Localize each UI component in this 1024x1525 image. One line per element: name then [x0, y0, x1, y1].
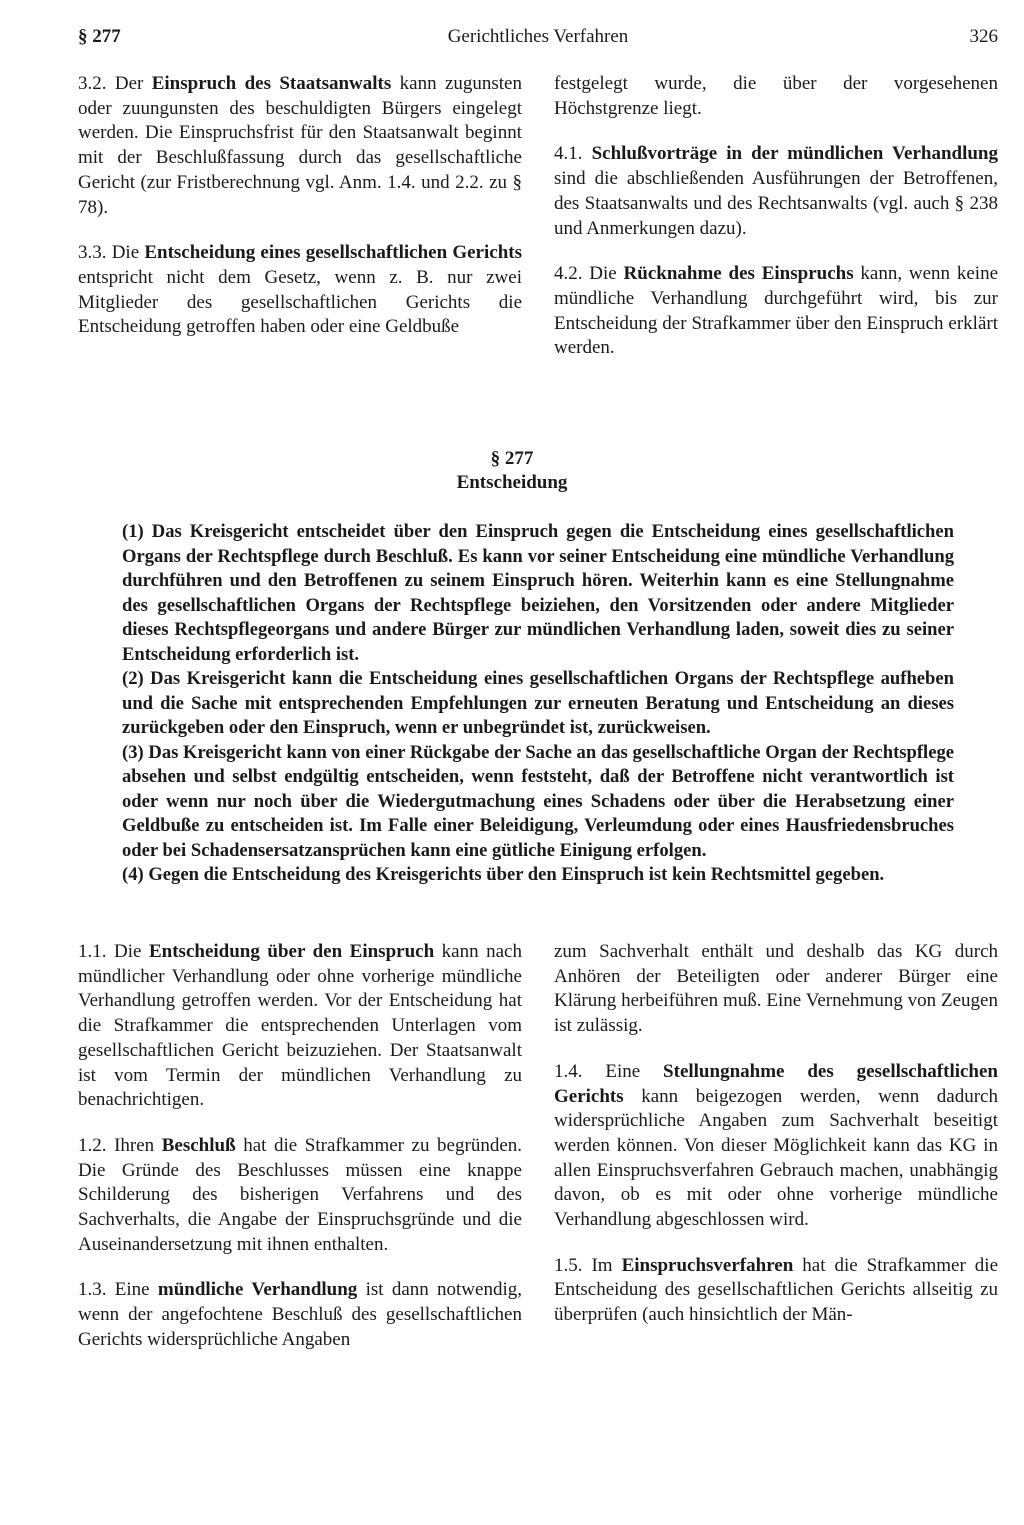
annotation-number: 4.1. [554, 143, 583, 165]
statute-paragraph-1: (1) Das Kreisgericht entscheidet über den Einspruch gegen die Entscheidung eines gesellschaftlichen Organs der Rechtspflege durch Beschluß. Es kann vor seiner Entscheidung eine mündliche Verhandlung durchführen und den Betroffenen zu seinem Einspruch hören. Weiterhin kann es eine Stellungnahme des gesellschaftlichen Organs der Rechtspflege beiziehen, den Vorsitzenden oder andere Mitglieder dieses Rechtspflegeorgans und andere Bürger zur mündlichen Verhandlung laden, soweit dies zu seiner Entscheidung erforderlich ist. [122, 521, 954, 665]
header-section-ref: § 277 [78, 26, 121, 47]
annotation-1-4 [554, 1060, 998, 1233]
annotation-text: kann nach mündlicher Verhandlung oder ohne vorherige mündliche Verhandlung getroffen werden. Vor der Entscheidung hat die Strafkammer die entsprechenden Unterlagen vom gesellschaftlichen Gericht beizuziehen. Der Staatsanwalt ist vom Termin der mündlichen Verhandlung zu benachrichtigen. [78, 941, 522, 1111]
annotation-keyword: Stellungnahme des gesellschaftlichen Gerichts [554, 1060, 998, 1107]
annotation-1-1 [78, 940, 522, 1113]
bottom-commentary [78, 940, 998, 1353]
annotation-4-1 [554, 142, 998, 241]
annotation-continuation [554, 940, 998, 1039]
section-number: § 277 [490, 448, 534, 469]
annotation-text: Eine [106, 1279, 158, 1301]
statute-text [122, 520, 954, 888]
bottom-right-column [554, 940, 998, 1353]
annotation-number: 1.3. [78, 1279, 107, 1301]
annotation-text: Eine [582, 1060, 664, 1082]
top-left-column [78, 72, 522, 361]
annotation-keyword: Einspruch des Staatsanwalts [151, 73, 392, 94]
annotation-text: zum Sachverhalt enthält und deshalb das KG durch Anhören der Beteiligten oder anderer Bürger eine Klärung herbeiführen muß. Eine Vernehmung von Zeugen ist zulässig. [554, 941, 998, 1037]
annotation-text: Im [582, 1254, 622, 1276]
annotation-keyword: Rücknahme des Einspruchs [623, 263, 854, 285]
annotation-keyword: Entscheidung über den Einspruch [148, 941, 435, 962]
annotation-text: ist dann notwendig, wenn der angefochtene Beschluß des gesellschaftlichen Gerichts widersprüchliche Angaben [78, 1279, 522, 1350]
section-heading [0, 447, 1024, 495]
annotation-number: 1.5. [554, 1254, 583, 1276]
statute-paragraph-2: (2) Das Kreisgericht kann die Entscheidung eines gesellschaftlichen Organs der Rechtspflege aufheben und die Sache mit entsprechenden Empfehlungen zur erneuten Beratung und Entscheidung an dieses zurückgeben oder den Einspruch, wenn er unbegründet ist, zurückweisen. [122, 668, 954, 738]
annotation-text: festgelegt wurde, die über der vorgesehenen Höchstgrenze liegt. [554, 73, 998, 119]
annotation-keyword: mündliche Verhandlung [157, 1279, 358, 1301]
annotation-number: 1.1. [78, 941, 107, 962]
annotation-text: entspricht nicht dem Gesetz, wenn z. B. nur zwei Mitglieder des gesellschaftlichen Gerichts die Entscheidung getroffen haben oder eine Geldbuße [78, 266, 522, 338]
top-right-column [554, 72, 998, 361]
page-number: 326 [969, 26, 998, 47]
bottom-left-column [78, 940, 522, 1353]
statute-paragraph-4: (4) Gegen die Entscheidung des Kreisgerichts über den Einspruch ist kein Rechtsmittel gegeben. [122, 864, 885, 885]
annotation-number: 3.3. [78, 242, 107, 264]
annotation-1-5 [554, 1254, 998, 1328]
annotation-text: Ihren [106, 1134, 162, 1156]
annotation-number: 4.2. [554, 263, 583, 285]
annotation-text: hat die Strafkammer die Entscheidung des gesellschaftlichen Gerichts allseitig zu überprüfen (auch hinsichtlich der Män- [554, 1254, 999, 1326]
annotation-text: Die [582, 263, 624, 285]
statute-paragraph-3: (3) Das Kreisgericht kann von einer Rückgabe der Sache an das gesellschaftliche Organ der Rechtspflege absehen und selbst endgültig entscheiden, wenn feststeht, daß der Betroffene nicht verantwortlich ist oder wenn nur noch über die Wiedergutmachung eines Schadens oder über die Herabsetzung einer Geldbuße zu entscheiden ist. Im Falle einer Beleidigung, Verleumdung oder eines Hausfriedensbruches oder bei Schadensersatzansprüchen kann eine gütliche Einigung erfolgen. [122, 741, 954, 861]
annotation-text: kann beigezogen werden, wenn dadurch widersprüchliche Angaben zum Sachverhalt beseitigt werden können. Von dieser Möglichkeit kann das KG in allen Einspruchsverfahren Gebrauch machen, unabhängig davon, ob es mit oder ohne vorherige mündliche Verhandlung abgeschlossen wird. [554, 1085, 998, 1231]
annotation-text: hat die Strafkammer zu begründen. Die Gründe des Beschlusses müssen eine knappe Schilderung des bisherigen Verfahrens und des Sachverhalts, die Angabe der Einspruchsgründe und die Auseinandersetzung mit ihnen enthalten. [78, 1134, 522, 1255]
annotation-text: Der [106, 73, 152, 94]
annotation-text: kann zugunsten oder zuungunsten des beschuldigten Bürgers eingelegt werden. Die Einspruchsfrist für den Staatsanwalt beginnt mit der Beschlußfassung durch das gesellschaftliche Gericht (zur Fristberechnung vgl. Anm. 1.4. und 2.2. zu § 78). [78, 73, 522, 218]
annotation-keyword: Einspruchsverfahren [621, 1254, 794, 1276]
annotation-text: Die [106, 242, 145, 264]
annotation-keyword: Schlußvorträge in der mündlichen Verhandlung [591, 143, 999, 165]
annotation-number: 1.2. [78, 1134, 107, 1156]
annotation-number: 1.4. [554, 1060, 583, 1082]
annotation-text [583, 143, 592, 164]
annotation-3-2 [78, 72, 522, 220]
annotation-continuation [554, 72, 998, 121]
annotation-text: sind die abschließenden Ausführungen der Betroffenen, des Staatsanwalts und des Rechtsanwalts (vgl. auch § 238 und Anmerkungen dazu). [554, 168, 998, 239]
top-commentary [78, 72, 998, 361]
annotation-1-3 [78, 1278, 522, 1352]
annotation-1-2 [78, 1134, 522, 1258]
section-title: Entscheidung [456, 472, 568, 493]
annotation-keyword: Beschluß [161, 1134, 236, 1156]
running-header [78, 26, 998, 54]
annotation-keyword: Entscheidung eines gesellschaftlichen Gerichts [144, 242, 522, 264]
annotation-text: Die [106, 941, 149, 962]
annotation-text: kann, wenn keine mündliche Verhandlung durchgeführt wird, bis zur Entscheidung der Strafkammer über den Einspruch erklärt werden. [554, 263, 999, 359]
annotation-4-2 [554, 262, 998, 361]
annotation-3-3 [78, 241, 522, 340]
annotation-number: 3.2. [78, 73, 107, 94]
header-chapter-title: Gerichtliches Verfahren [447, 26, 629, 47]
